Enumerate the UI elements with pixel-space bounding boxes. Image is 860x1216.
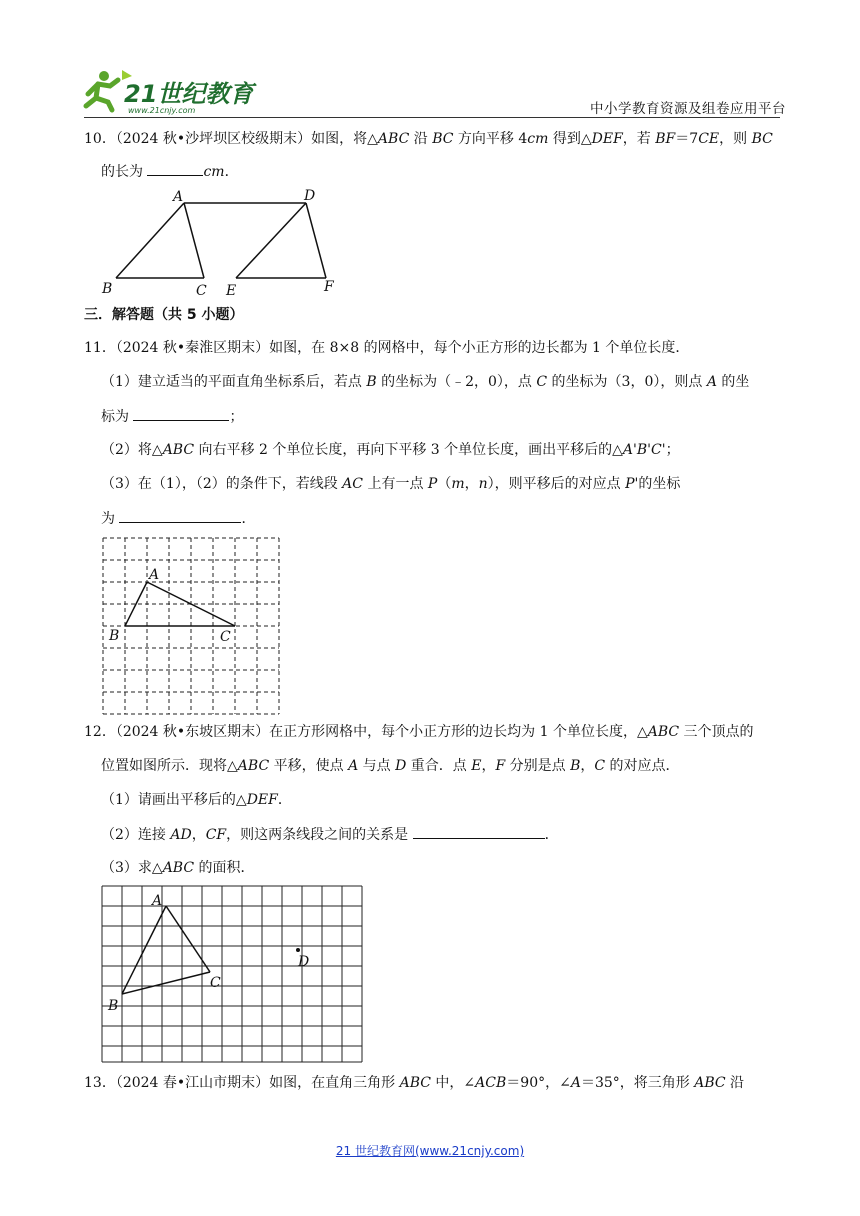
q12-answer-blank	[413, 824, 545, 839]
q10-answer-blank	[147, 161, 203, 176]
q12-part1: （1）请画出平移后的△DEF．	[101, 792, 292, 808]
q12-label-d: D	[298, 954, 310, 970]
q11-line1: 11．（2024 秋•秦淮区期末）如图，在 8×8 的网格中，每个小正方形的边长都为 1 个单位长度．	[84, 340, 690, 356]
q12-label-a: A	[152, 893, 163, 909]
q13-line1: 13．（2024 春•江山市期末）如图，在直角三角形 ABC 中，∠ACB＝90°，∠A＝35°，将三角形 ABC 沿	[84, 1075, 745, 1091]
q12-grid-figure	[100, 884, 366, 1070]
platform-title: 中小学教育资源及组卷应用平台	[590, 101, 786, 117]
q12-part3: （3）求△ABC 的面积．	[101, 860, 255, 876]
q11-part3-line2: 为 ．	[101, 508, 255, 529]
q12-label-c: C	[210, 975, 221, 991]
q11-label-c: C	[220, 629, 231, 645]
header-divider	[84, 117, 780, 118]
section-heading: 三．解答题（共 5 小题）	[84, 307, 244, 323]
q12-label-b: B	[108, 998, 119, 1014]
q11-part1-line2: 标为 ；	[101, 406, 243, 427]
q10-line1: 10．（2024 秋•沙坪坝区校级期末）如图，将△ABC 沿 BC 方向平移 4cm 得到△DEF，若 BF＝7CE，则 BC	[84, 131, 773, 147]
q10-label-b: B	[102, 281, 113, 297]
footer	[0, 1142, 860, 1159]
q12-part2: （2）连接 AD，CF，则这两条线段之间的关系是 ．	[101, 824, 559, 845]
q10-label-f: F	[324, 279, 334, 295]
footer-link[interactable]: 21 世纪教育网(www.21cnjy.com)	[335, 1144, 525, 1158]
q11-answer-blank-1	[133, 406, 229, 421]
q11-label-a: A	[149, 567, 160, 583]
logo-text: 21世纪教育	[124, 80, 254, 108]
q10-label-e: E	[226, 283, 237, 299]
q11-label-b: B	[109, 628, 120, 644]
q11-part3: （3）在（1），（2）的条件下，若线段 AC 上有一点 P（m，n），则平移后的对应点 P'的坐标	[101, 476, 681, 492]
q10-line2: 的长为 cm．	[101, 161, 239, 182]
q11-part2: （2）将△ABC 向右平移 2 个单位长度，再向下平移 3 个单位长度，画出平移后的△A'B'C'；	[101, 442, 680, 458]
q12-line2: 位置如图所示．现将△ABC 平移，使点 A 与点 D 重合．点 E，F 分别是点 B，C 的对应点．	[101, 758, 680, 774]
q10-label-a: A	[173, 189, 184, 205]
q11-part1: （1）建立适当的平面直角坐标系后，若点 B 的坐标为（﹣2，0），点 C 的坐标为（3，0），则点 A 的坐	[101, 374, 750, 390]
q11-answer-blank-2	[119, 508, 241, 523]
site-logo	[78, 66, 258, 116]
q12-line1: 12．（2024 秋•东坡区期末）在正方形网格中，每个小正方形的边长均为 1 个单位长度，△ABC 三个顶点的	[84, 724, 754, 740]
logo-url-text: www.21cnjy.com	[128, 106, 196, 115]
q10-label-c: C	[196, 283, 207, 299]
q10-label-d: D	[304, 188, 316, 204]
q11-grid-figure	[100, 535, 282, 721]
q10-figure	[90, 185, 360, 304]
